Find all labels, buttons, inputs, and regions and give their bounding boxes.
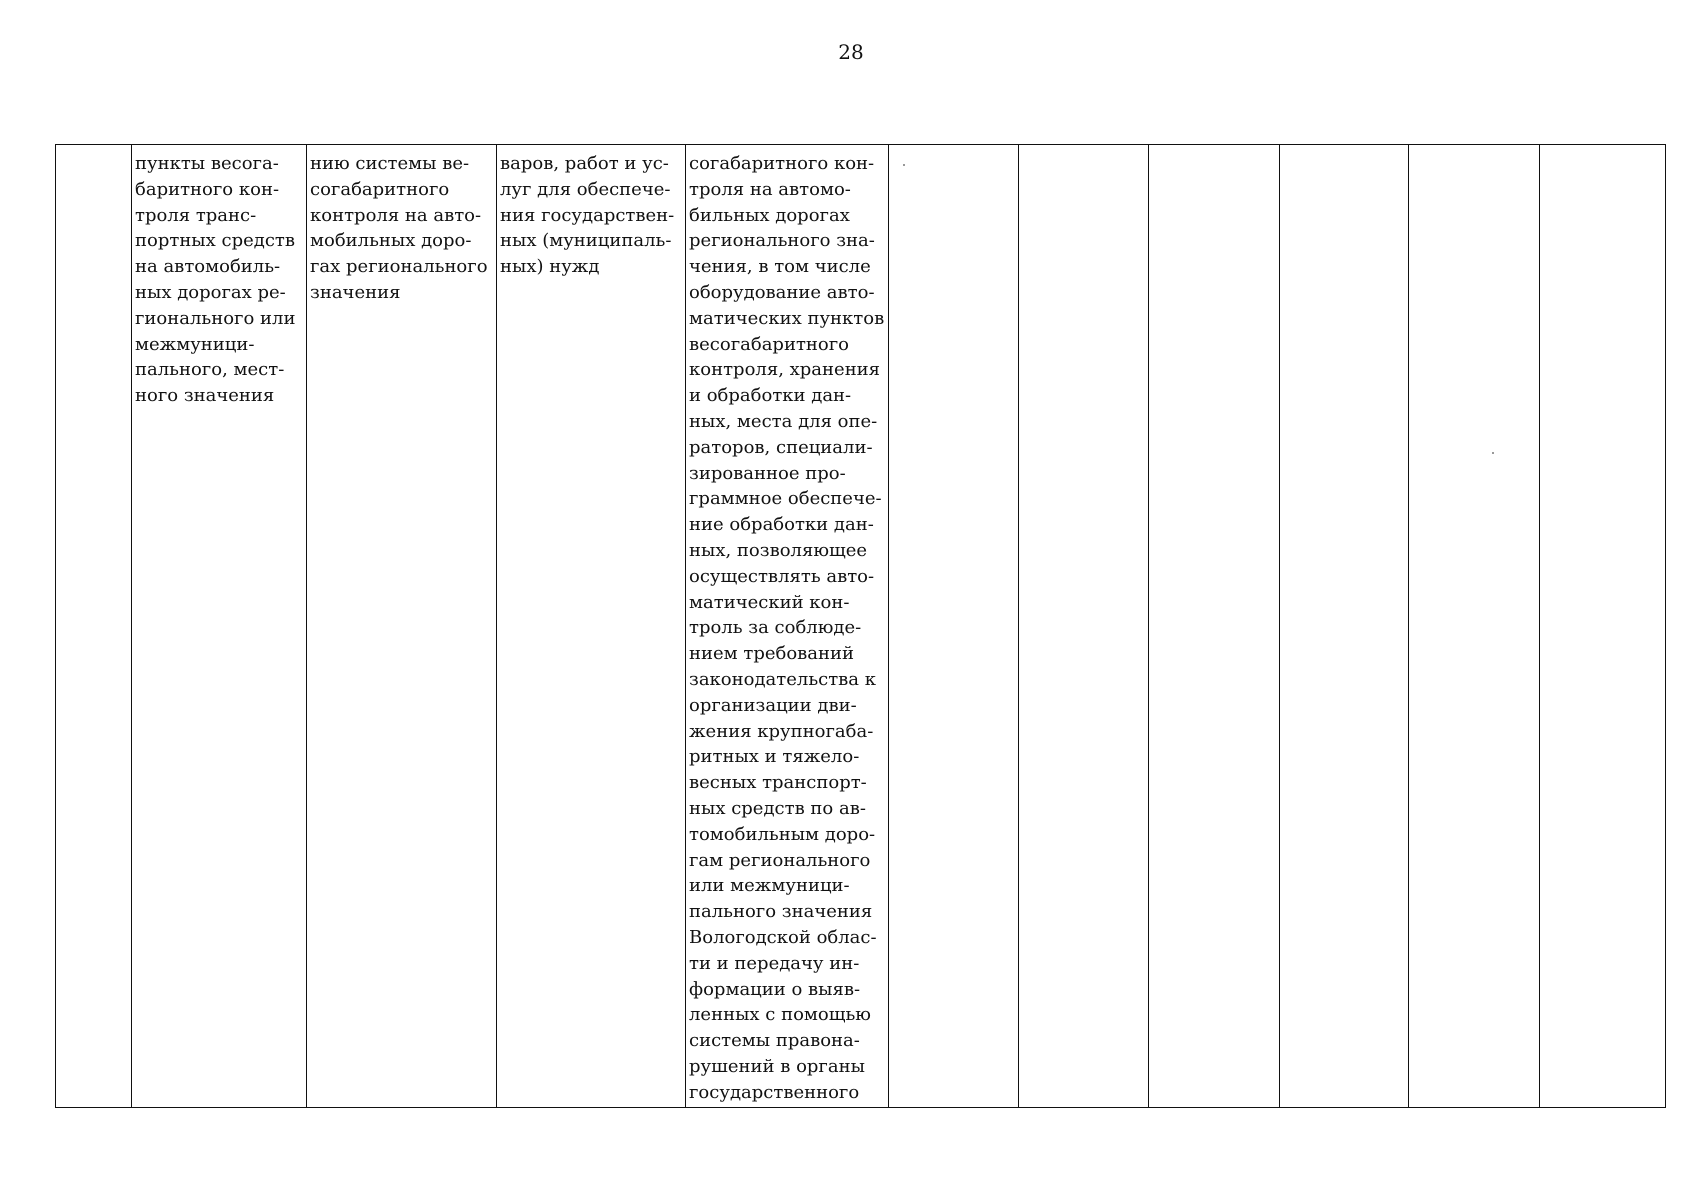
table-cell-empty-5	[1409, 145, 1540, 1108]
scan-speck	[903, 164, 905, 166]
table-cell-empty-6	[1540, 145, 1666, 1108]
table-cell-empty-1	[889, 145, 1019, 1108]
table-cell-procurement: варов, работ и ус- луг для обеспече- ния государствен- ных (муниципаль- ных) нужд	[497, 145, 686, 1108]
document-table	[55, 144, 1666, 1108]
page-number: 28	[838, 40, 864, 64]
table-row	[56, 145, 1666, 1108]
table-cell-empty-2	[1019, 145, 1149, 1108]
table-cell-number	[56, 145, 132, 1108]
table-cell-empty-3	[1149, 145, 1280, 1108]
table-cell-object: пункты весога- баритного кон- троля транс- портных средств на автомобиль- ных дорогах ре- гионального или межмуници- пального, мест- ного значения	[132, 145, 307, 1108]
table-cell-description: согабаритного кон- троля на автомо- бильных дорогах регионального зна- чения, в том числе оборудование авто- матических пунктов весогабаритного контроля, хранения и обработки дан- ных, места для опе- раторов, специали- зированное про- граммное обеспече- ние обработки дан- ных, позволяющее осуществлять авто- матический кон- троль за соблюде- нием требований законодательства к организации дви- жения крупногаба- ритных и тяжело- весных транспорт- ных средств по ав- томобильным доро- гам регионального или межмуници- пального значения Вологодской облас- ти и передачу ин- формации о выяв- ленных с помощью системы правона- рушений в органы государственного	[686, 145, 889, 1108]
table-cell-purpose: нию системы ве- согабаритного контроля на авто- мобильных доро- гах регионального значения	[307, 145, 497, 1108]
table-cell-empty-4	[1280, 145, 1409, 1108]
scan-speck	[1492, 452, 1494, 454]
